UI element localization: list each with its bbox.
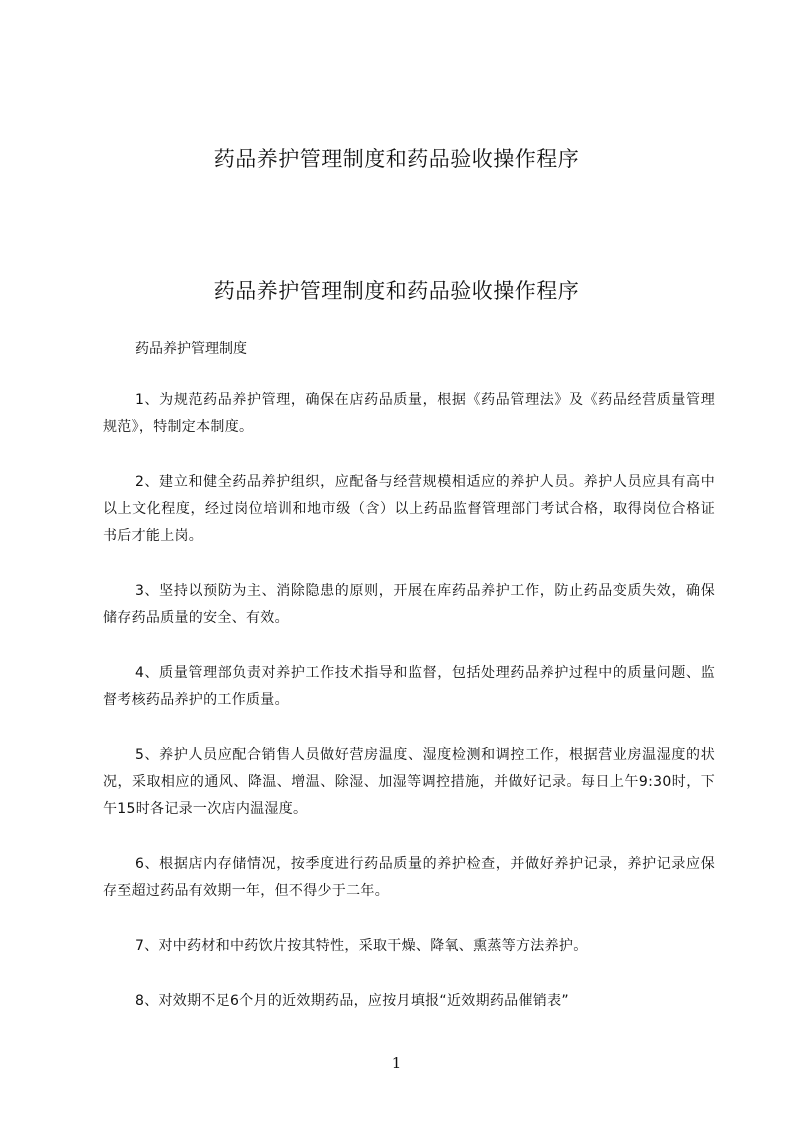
document-title-main: 药品养护管理制度和药品验收操作程序	[213, 279, 580, 303]
paragraph-5: 5、养护人员应配合销售人员做好营房温度、湿度检测和调控工作，根据营业房温湿度的状况，采取相应的通风、降温、增温、除湿、加湿等调控措施，并做好记录。每日上午9:30时，下午15时各记录一次店内温湿度。	[103, 747, 715, 817]
document-body	[103, 337, 715, 1043]
paragraph-2: 2、建立和健全药品养护组织，应配备与经营规模相适应的养护人员。养护人员应具有高中以上文化程度，经过岗位培训和地市级（含）以上药品监督管理部门考试合格，取得岗位合格证书后才能上岗。	[103, 474, 715, 544]
paragraph-7: 7、对中药材和中药饮片按其特性，采取干燥、降氧、熏蒸等方法养护。	[135, 938, 588, 954]
paragraph-8: 8、对效期不足6个月的近效期药品，应按月填报“近效期药品催销表”	[135, 993, 569, 1009]
paragraph-1: 1、为规范药品养护管理，确保在店药品质量，根据《药品管理法》及《药品经营质量管理规范》，特制定本制度。	[103, 392, 715, 435]
paragraph-6: 6、根据店内存储情况，按季度进行药品质量的养护检查，并做好养护记录，养护记录应保存至超过药品有效期一年，但不得少于二年。	[103, 856, 715, 899]
section-heading: 药品养护管理制度	[135, 341, 247, 357]
document-title-top: 药品养护管理制度和药品验收操作程序	[213, 147, 580, 171]
paragraph-4: 4、质量管理部负责对养护工作技术指导和监督，包括处理药品养护过程中的质量问题、监督考核药品养护的工作质量。	[103, 665, 715, 708]
page-number: 1	[391, 1054, 402, 1072]
paragraph-3: 3、坚持以预防为主、消除隐患的原则，开展在库药品养护工作，防止药品变质失效，确保储存药品质量的安全、有效。	[103, 583, 715, 626]
